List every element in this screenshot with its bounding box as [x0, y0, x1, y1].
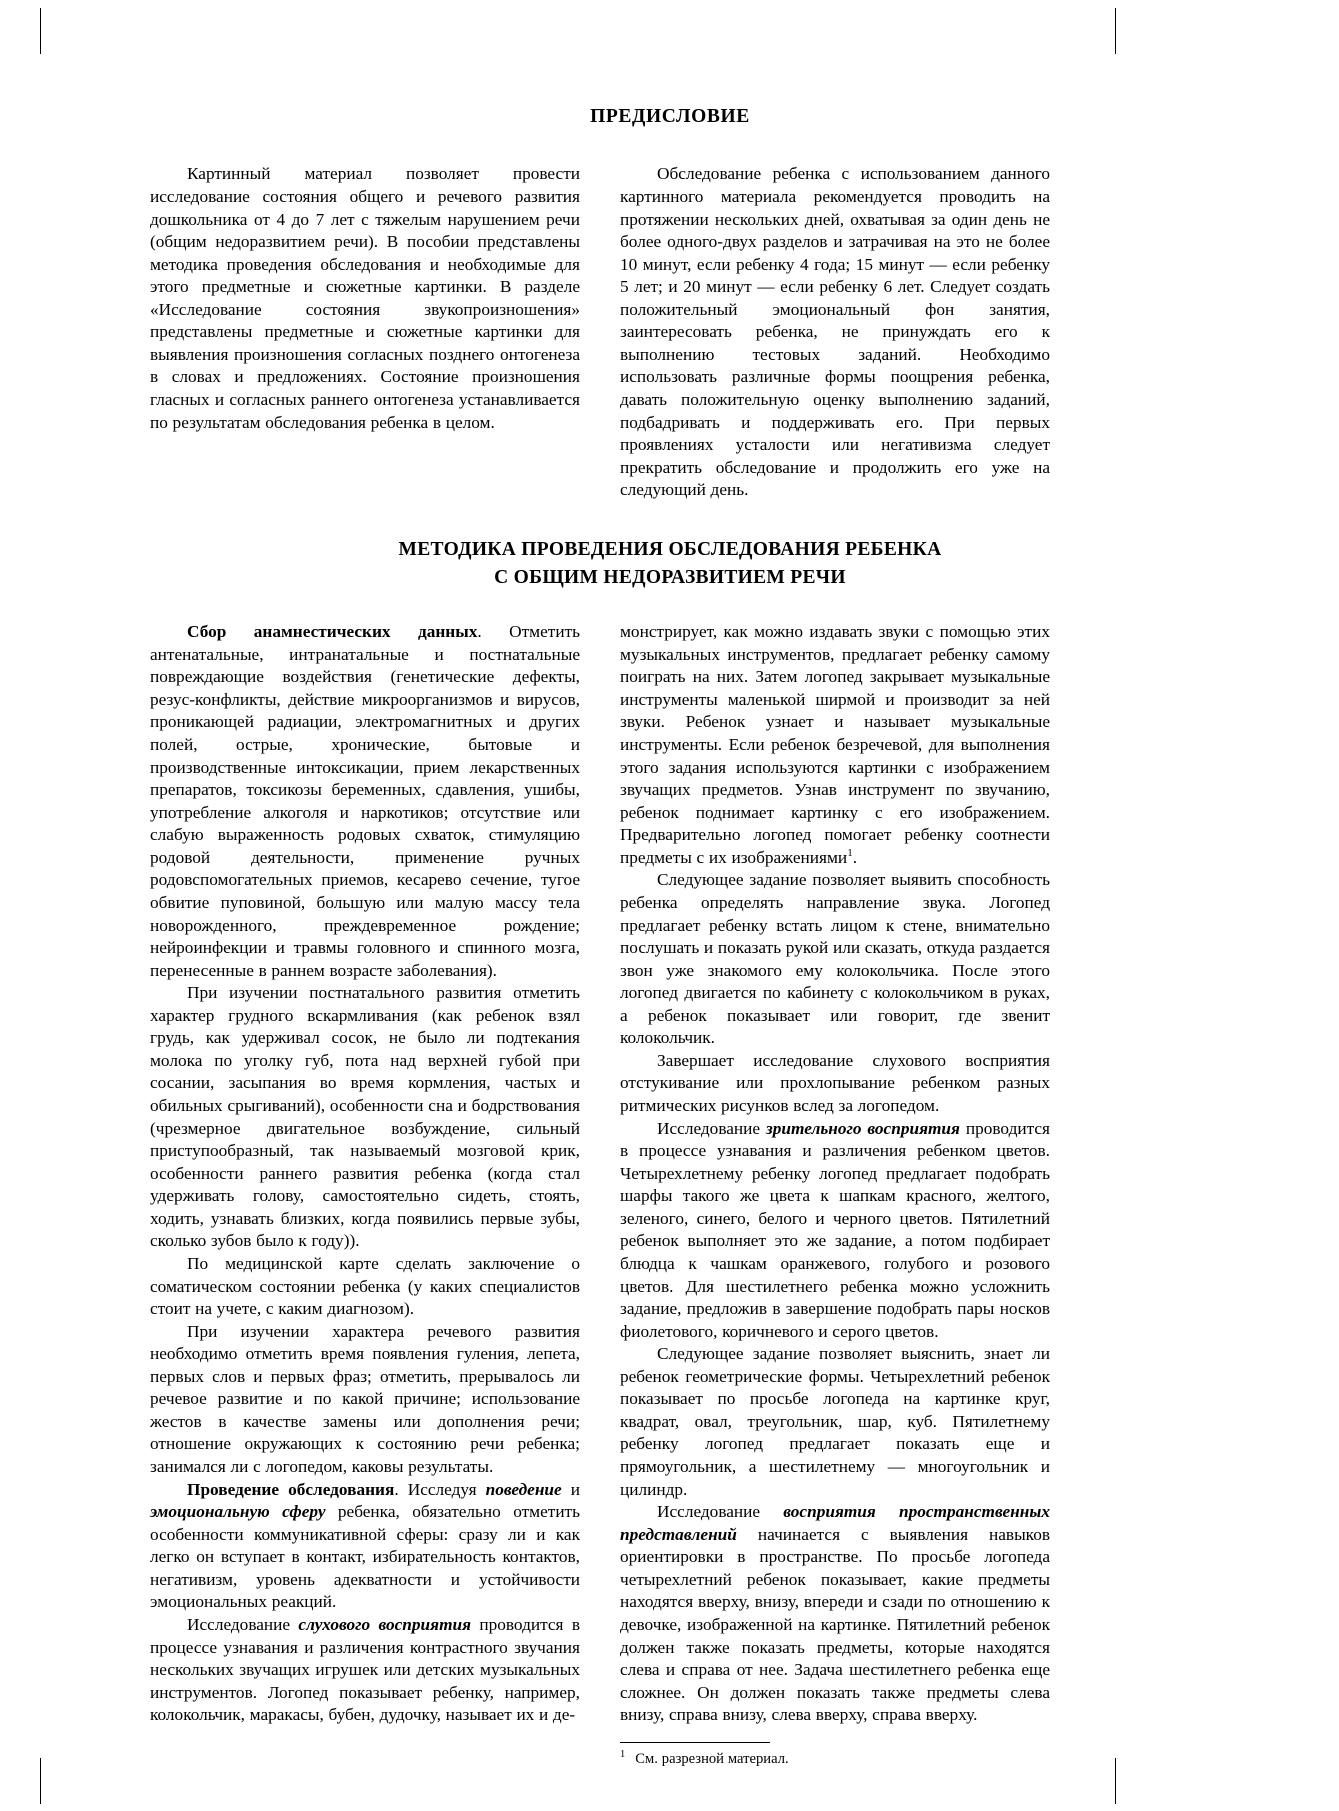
methodology-left-paragraph-5 — [150, 1479, 580, 1614]
methodology-left-paragraph-6 — [150, 1614, 580, 1727]
preface-left-paragraph-1: Картинный материал позволяет провести исследование состояния общего и речевого развития дошкольника от 4 до 7 лет с тяжелым нарушением речи (общим недоразвитием речи). В пособии представлены методика проведения обследования и необходимые для этого предметные и сюжетные картинки. В разделе «Исследование состояния звукопроизношения» представлены предметные и сюжетные картинки для выявления произношения согласных позднего онтогенеза в словах и предложениях. Состояние произношения гласных и согласных раннего онтогенеза устанавливается по результатам обследования ребенка в целом. — [150, 164, 580, 432]
spatial-text-a: Исследование — [657, 1502, 784, 1522]
preface-right-paragraph-1: Обследование ребенка с использованием данного картинного материала рекомендуется проводить на протяжении нескольких дней, охватывая за один день не более одного-двух разделов и затрачивая на это не более 10 минут, если ребенку 4 года; 15 минут — если ребенку 5 лет; и 20 минут — если ребенку 6 лет. Следует создать положительный эмоциональный фон занятия, заинтересовать ребенка, не принуждать его к выполнению тестовых заданий. Необходимо использовать различные формы поощрения ребенка, давать положительную оценку выполнению заданий, подбадривать и поддерживать его. При первых проявлениях усталости или негативизма следует прекратить обследование и продолжить его уже на следующий день. — [620, 164, 1050, 500]
visual-text-a: Исследование — [657, 1118, 767, 1138]
methodology-right-paragraph-6 — [620, 1501, 1050, 1727]
methodology-left-paragraph-4: При изучении характера речевого развития необходимо отметить время появления гуления, лепета, первых слов и первых фраз; отметить, прерывалось ли речевое развитие и по какой причине; использование жестов в качестве замены или дополнения речи; отношение окружающих к состоянию речи ребенка; занимался ли с логопедом, каковы результаты. — [150, 1321, 580, 1476]
methodology-left-paragraph-1 — [150, 621, 580, 982]
methodology-left-paragraph-2: При изучении постнатального развития отметить характер грудного вскармливания (как ребенок взял грудь, как удерживал сосок, не было ли подтекания молока по уголку губ, пота над верхней губой при сосании, засыпания во время кормления, частых и обильных срыгиваний), особенности сна и бодрствования (чрезмерное двигательное возбуждение, сильный приступообразный, так называемый мозговой крик, особенности раннего развития ребенка (когда стал удерживать голову, самостоятельно сидеть, стоять, ходить, узнавать близких, когда появились первые зубы, сколько зубов было к году)). — [150, 983, 580, 1251]
methodology-columns — [150, 621, 1190, 1769]
examination-text-b: и — [561, 1479, 581, 1499]
methodology-heading — [150, 536, 1190, 591]
crop-mark-top-right — [1115, 8, 1116, 54]
methodology-heading-line-2: С ОБЩИМ НЕДОРАЗВИТИЕМ РЕЧИ — [494, 566, 846, 588]
footnote-1 — [620, 1750, 1050, 1769]
crop-mark-top-left — [40, 8, 41, 54]
methodology-column-right — [620, 621, 1050, 1769]
page-content — [150, 105, 1190, 1769]
preface-column-left — [150, 163, 580, 434]
term-behaviour: поведение — [485, 1479, 562, 1499]
examination-text-a: . Исследуя — [394, 1479, 486, 1499]
spatial-text-rest: начинается с выявления навыков ориентировки в пространстве. По просьбе логопеда четырехлетний ребенок показывает, какие предметы находятся вверху, внизу, впереди и сзади по отношению к девочке, изображенной на картинке. Пятилетний ребенок должен также показать предметы, которые находятся слева и справа от нее. Задача шестилетнего ребенка еще сложнее. Он должен показать также предметы слева внизу, справа внизу, слева вверху, справа вверху. — [620, 1524, 1050, 1725]
term-auditory-perception: слухового восприятия — [298, 1614, 472, 1634]
preface-columns — [150, 163, 1190, 501]
examination-lead-in: Проведение обследования — [187, 1479, 395, 1499]
instruments-text: монстрирует, как можно издавать звуки с помощью этих музыкальных инструментов, предлагает ребенку самому поиграть на них. Затем логопед закрывает музыкальные инструменты маленькой ширмой и производит за ней звуки. Ребенок узнает и называет музыкальные инструменты. Если ребенок безречевой, для выполнения этого задания используются картинки с изображением звучащих предметов. Узнав инструмент по звучанию, ребенок поднимает картинку с его изображением. Предварительно логопед помогает ребенку соотнести предметы с их изображениями — [620, 622, 1050, 867]
page-title: ПРЕДИСЛОВИЕ — [590, 106, 750, 127]
auditory-text-a: Исследование — [187, 1614, 299, 1634]
crop-mark-bottom-left — [40, 1758, 41, 1804]
footnote-separator-rule — [620, 1742, 770, 1743]
methodology-right-paragraph-5: Следующее задание позволяет выяснить, знает ли ребенок геометрические формы. Четырехлетний ребенок показывает по просьбе логопеда на картинке круг, квадрат, овал, треугольник, шар, куб. Пятилетнему ребенку логопед предлагает показать еще и прямоугольник, а шестилетнему — многоугольник и цилиндр. — [620, 1344, 1050, 1499]
auditory-text-rest: проводится в процессе узнавания и различения контрастного звучания нескольких звучащих игрушек или детских музыкальных инструментов. Логопед показывает ребенку, например, колокольчик, маракасы, бубен, дудочку, называет их и де- — [150, 1614, 580, 1725]
term-emotional-sphere: эмоциональную сферу — [150, 1502, 326, 1522]
preface-column-right — [620, 163, 1050, 501]
methodology-right-paragraph-3: Завершает исследование слухового восприятия отстукивание или прохлопывание ребенком разных ритмических рисунков вслед за логопедом. — [620, 1050, 1050, 1115]
footnote-marker: 1 — [620, 1748, 626, 1760]
methodology-right-paragraph-1 — [620, 621, 1050, 869]
anamnesis-lead-in: Сбор анамнестических данных — [187, 622, 478, 642]
methodology-right-paragraph-2: Следующее задание позволяет выявить способность ребенка определять направление звука. Логопед предлагает ребенку встать лицом к стене, внимательно послушать и показать рукой или сказать, откуда раздается звон уже знакомого ему колокольчика. После этого логопед двигается по кабинету с колокольчиком в руках, а ребенок показывает или говорит, где звенит колокольчик. — [620, 870, 1050, 1048]
instruments-text-end: . — [852, 847, 858, 867]
footnote-text: См. разрезной материал. — [635, 1750, 789, 1767]
examination-text-rest: ребенка, обязательно отметить особенности коммуникативной сферы: сразу ли и как легко он вступает в контакт, избирательность контактов, негативизм, уровень адекватности и устойчивости эмоциональных реакций. — [150, 1502, 580, 1612]
methodology-column-left — [150, 621, 580, 1727]
visual-text-rest: проводится в процессе узнавания и различения ребенком цветов. Четырехлетнему ребенку логопед предлагает подобрать шарфы такого же цвета к шапкам красного, желтого, зеленого, синего, белого и черного цветов. Пятилетний ребенок выполняет это же задание, а потом подбирает блюдца к чашкам оранжевого, голубого и розового цветов. Для шестилетнего ребенка можно усложнить задание, предложив в завершение подобрать пары носков фиолетового, коричневого и серого цветов. — [620, 1118, 1050, 1341]
footnote-area — [620, 1742, 1050, 1769]
methodology-left-paragraph-3: По медицинской карте сделать заключение о соматическом состоянии ребенка (у каких специалистов стоит на учете, с каким диагнозом). — [150, 1253, 580, 1319]
footnote-reference-marker: 1 — [847, 847, 853, 860]
anamnesis-body: . Отметить антенатальные, интранатальные и постнатальные повреждающие воздействия (генетические дефекты, резус-конфликты, действие микроорганизмов и вирусов, проникающей радиации, электромагнитных и других полей, острые, хронические, бытовые и производственные интоксикации, прием лекарственных препаратов, токсикозы беременных, сдавления, ушибы, употребление алкоголя и наркотиков; отсутствие или слабую выраженность родовых схваток, стимуляцию родовой деятельности, применение ручных родовспомогательных приемов, кесарево сечение, тугое обвитие пуповиной, большую или малую массу тела новорожденного, преждевременное рождение; нейроинфекции и травмы головного и спинного мозга, перенесенные в раннем возрасте заболевания). — [150, 622, 580, 980]
term-visual-perception: зрительного восприятия — [766, 1118, 960, 1138]
methodology-right-paragraph-4 — [620, 1118, 1050, 1344]
methodology-heading-line-1: МЕТОДИКА ПРОВЕДЕНИЯ ОБСЛЕДОВАНИЯ РЕБЕНКА — [398, 538, 942, 560]
term-spatial-perception: восприятия пространственных представлений — [620, 1502, 1050, 1544]
